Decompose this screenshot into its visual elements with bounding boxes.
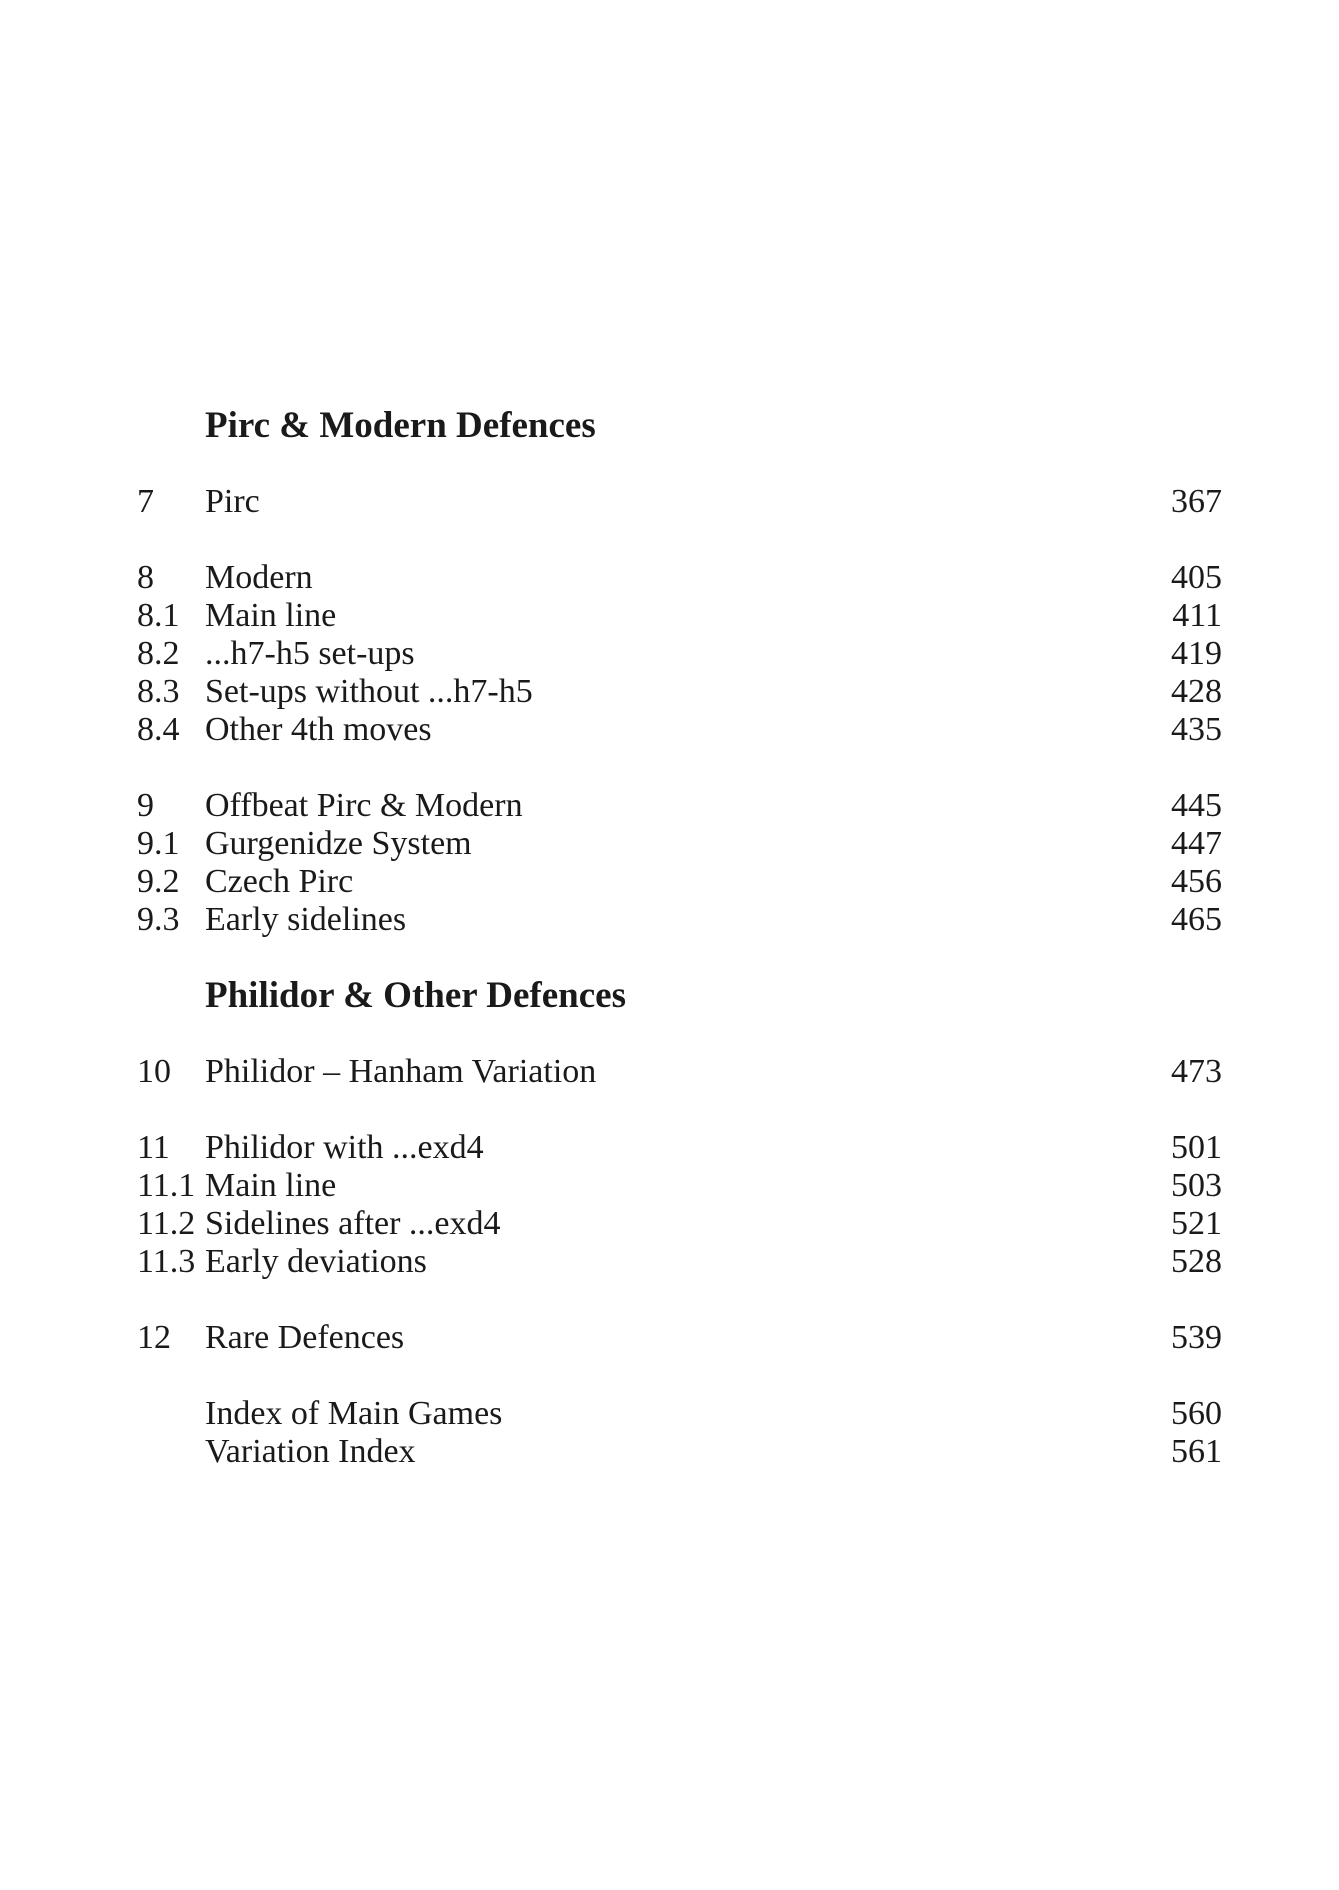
toc-entry [137,1433,1222,1471]
toc-spacer [137,1357,1222,1395]
toc-entry-page: 456 [1171,863,1222,900]
toc-entry [137,1205,1222,1243]
toc-entry-page: 367 [1171,483,1222,520]
toc-entry-page: 501 [1171,1129,1222,1166]
toc-entry [137,863,1222,901]
toc-entry-title: Philidor – Hanham Variation [205,1053,597,1090]
toc-entry-number: 7 [137,483,154,520]
toc-section-heading: Pirc & Modern Defences [205,405,596,446]
toc-entry-number: 8.3 [137,673,180,710]
toc-entry-title: Early sidelines [205,901,407,938]
toc-entry [137,901,1222,939]
toc-entry-page: 411 [1172,597,1222,634]
toc-spacer [137,445,1222,483]
toc-entry-number [137,1395,205,1433]
toc-entry [137,673,1222,711]
toc-entry-page: 405 [1171,559,1222,596]
toc-entry-title: Modern [205,559,313,596]
toc-entry-page: 419 [1171,635,1222,672]
toc-entry-page: 503 [1171,1167,1222,1204]
toc-entry-title: Set-ups without ...h7-h5 [205,673,533,710]
toc-entry [137,635,1222,673]
toc-entry-title: Rare Defences [205,1319,405,1356]
toc-spacer [137,1015,1222,1053]
toc-entry [137,1319,1222,1357]
toc-spacer [137,939,1222,977]
toc-entry [137,1243,1222,1281]
toc-entry [137,1053,1222,1091]
toc-entry-number: 10 [137,1053,171,1090]
toc-entry-title: Czech Pirc [205,863,354,900]
toc-entry [137,483,1222,521]
toc-entry-page: 445 [1171,787,1222,824]
toc-entry [137,825,1222,863]
toc-entry-title: Main line [205,1167,337,1204]
toc-entry [137,559,1222,597]
toc-entry-title: Main line [205,597,337,634]
toc-entry [137,1395,1222,1433]
toc-entry-page: 447 [1171,825,1222,862]
toc-entry-page: 539 [1171,1319,1222,1356]
toc-entry-page: 435 [1171,711,1222,748]
toc-entry [137,597,1222,635]
toc-entry-title: Offbeat Pirc & Modern [205,787,523,824]
toc-entry-title: Index of Main Games [205,1395,503,1432]
toc-entry-title: Philidor with ...exd4 [205,1129,484,1166]
toc-entry-title: Sidelines after ...exd4 [205,1205,501,1242]
toc-entry-page: 561 [1171,1433,1222,1470]
toc-entry-number [137,1433,205,1471]
toc-entry-number: 9.1 [137,825,180,862]
toc-spacer [137,1281,1222,1319]
toc-entry-number: 8 [137,559,154,596]
toc-spacer [137,749,1222,787]
toc-entry [137,787,1222,825]
toc-entry-number: 8.4 [137,711,180,748]
toc-entry-page: 560 [1171,1395,1222,1432]
toc-spacer [137,1091,1222,1129]
toc-section-heading: Philidor & Other Defences [205,975,626,1016]
toc-entry-title: Pirc [205,483,260,520]
toc-entry-number: 11.2 [137,1205,196,1242]
toc-entry-number: 11 [137,1129,170,1166]
toc-entry [137,1129,1222,1167]
toc-entry [137,1167,1222,1205]
toc-spacer [137,521,1222,559]
toc-entry-number: 11.3 [137,1243,196,1280]
toc-entry-number: 9.2 [137,863,180,900]
toc [137,407,1222,1471]
toc-entry-title: Early deviations [205,1243,427,1280]
toc-entry-number: 12 [137,1319,171,1356]
toc-entry-page: 473 [1171,1053,1222,1090]
toc-entry-number: 8.1 [137,597,180,634]
toc-entry-number: 9 [137,787,154,824]
toc-entry-title: Variation Index [205,1433,416,1470]
toc-entry-number: 8.2 [137,635,180,672]
toc-entry-number: 9.3 [137,901,180,938]
toc-entry [137,711,1222,749]
toc-entry-title: Other 4th moves [205,711,432,748]
toc-entry-page: 428 [1171,673,1222,710]
toc-entry-title: ...h7-h5 set-ups [205,635,415,672]
toc-entry-page: 465 [1171,901,1222,938]
toc-entry-page: 528 [1171,1243,1222,1280]
toc-entry-title: Gurgenidze System [205,825,472,862]
toc-entry-number: 11.1 [137,1167,196,1204]
toc-entry-page: 521 [1171,1205,1222,1242]
